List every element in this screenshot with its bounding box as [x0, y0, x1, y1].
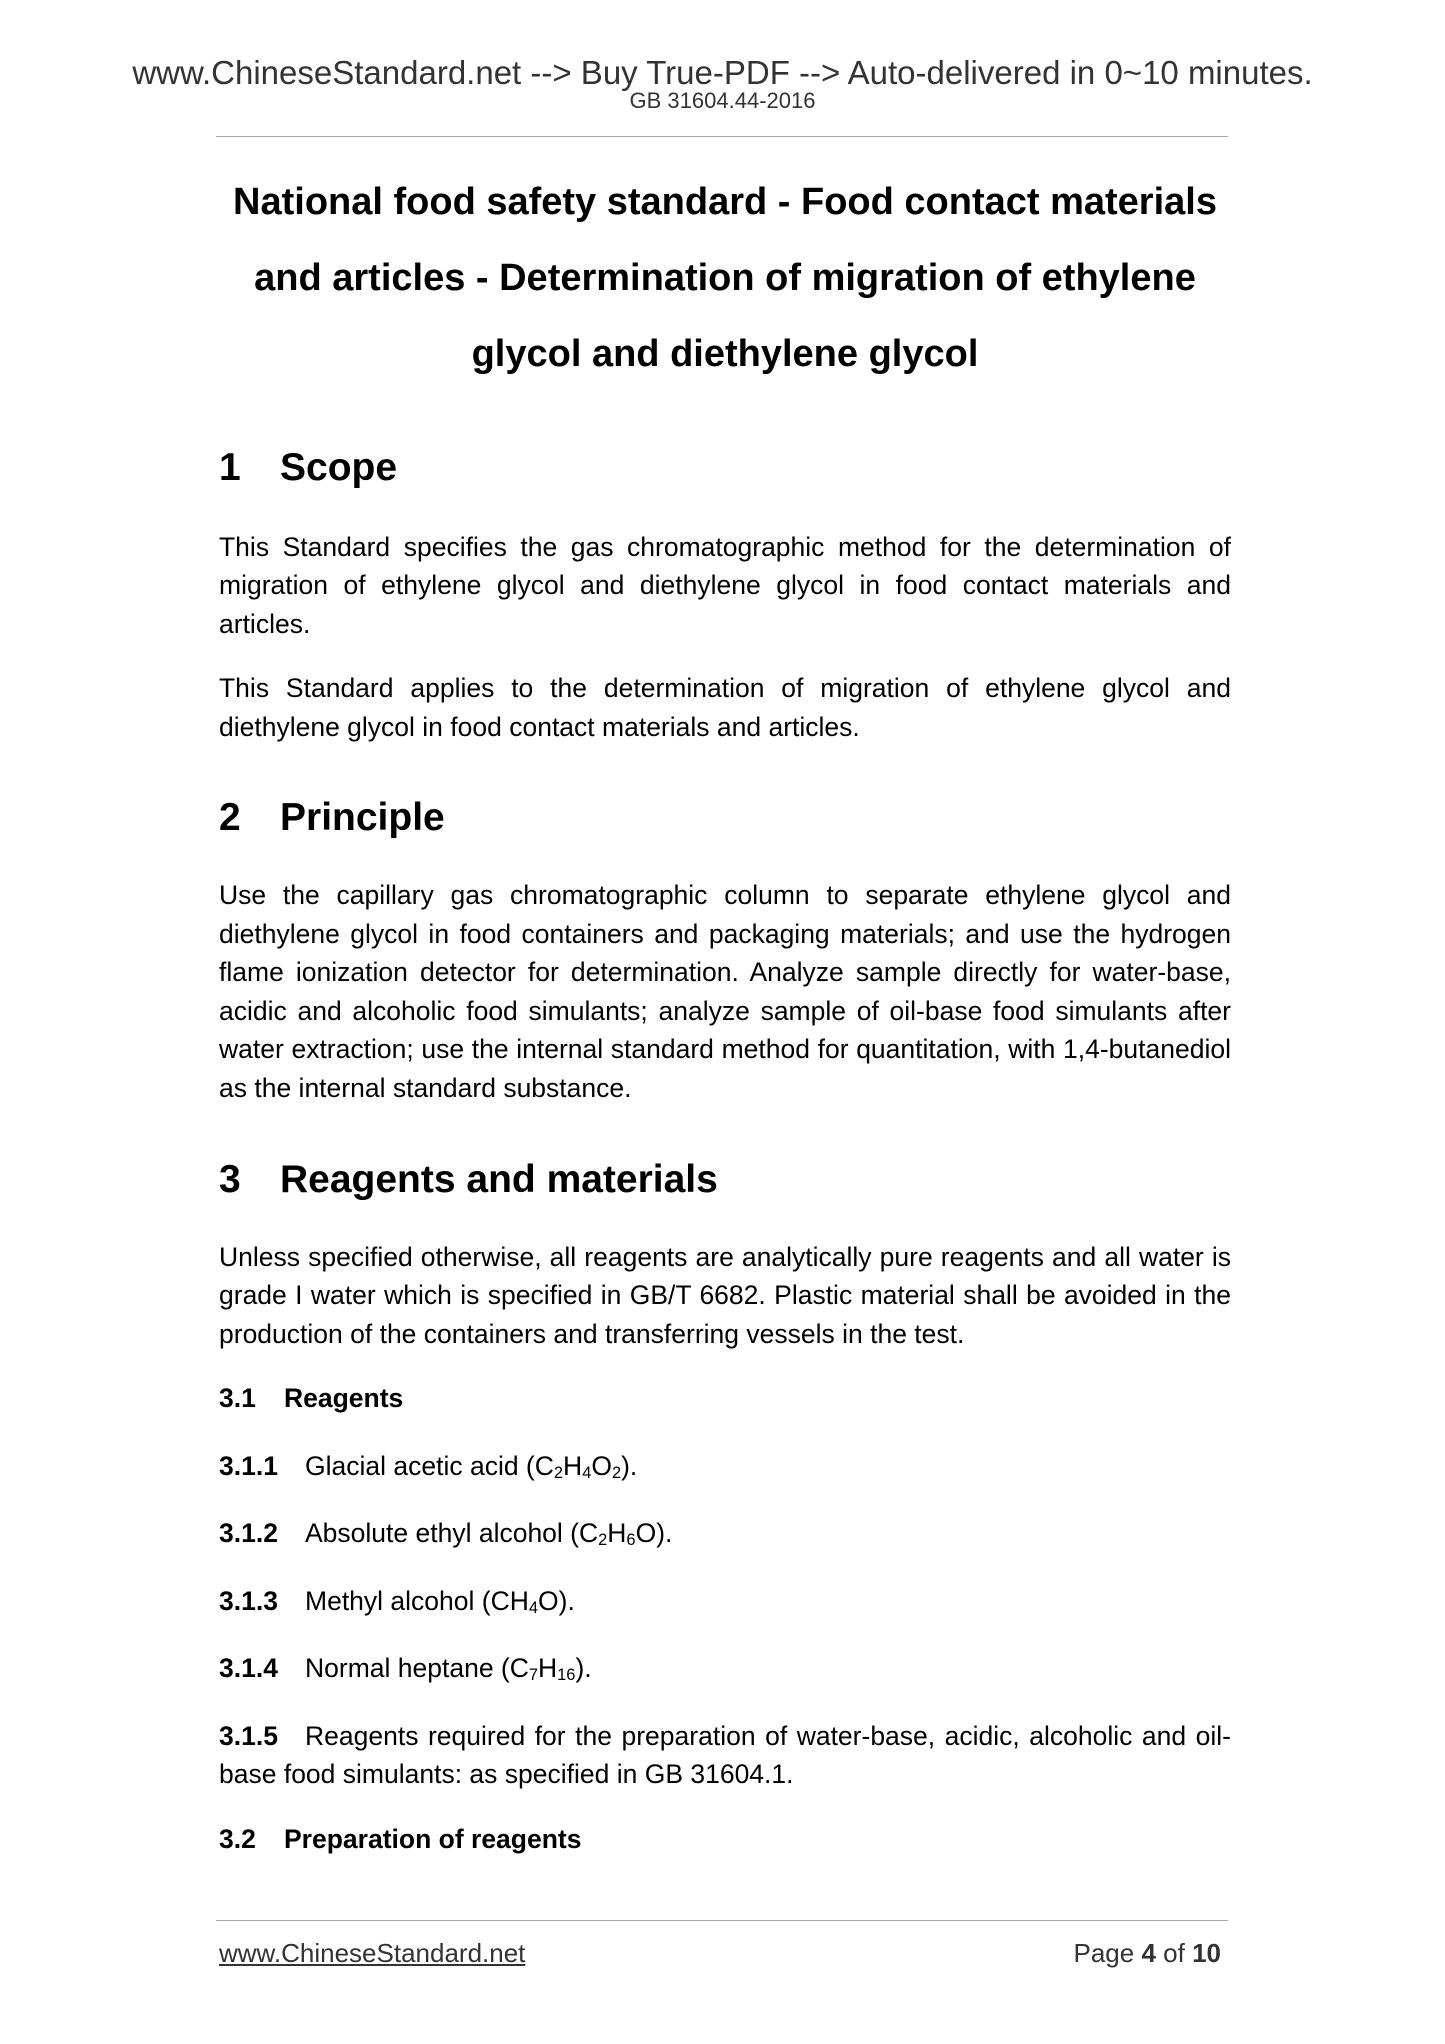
formula-part: O: [538, 1585, 559, 1616]
section-number: 2: [219, 796, 241, 840]
footer-website-link[interactable]: www.ChineseStandard.net: [219, 1938, 526, 1968]
reagents-paragraph: Unless specified otherwise, all reagents are analytically pure reagents and all water is grade I water which is specified in GB/T 6682. Plastic material shall be avoided in the production of the containers and transferring vessels in the test.: [219, 1241, 1231, 1349]
item-end: ).: [575, 1653, 592, 1684]
subsection-number: 3.2: [219, 1823, 256, 1854]
section-title: Scope: [280, 446, 398, 489]
formula-part: C: [509, 1653, 529, 1684]
item-3-1-2: [219, 1514, 1231, 1553]
formula-subscript: 4: [528, 1598, 538, 1617]
subsection-number: 3.1: [219, 1383, 256, 1414]
principle-paragraph: Use the capillary gas chromatographic column to separate ethylene glycol and diethylene glycol in food containers and packaging materials; and use the hydrogen flame ionization detector for determination. Analyze sample directly for water-base, acidic and alcoholic food simulants; analyze sample of oil-base food simulants after water extraction; use the internal standard method for quantitation, with 1,4-butanediol as the internal standard substance.: [219, 880, 1231, 1103]
formula-part: H: [563, 1450, 583, 1481]
item-number: 3.1.5: [219, 1720, 278, 1751]
section-number: 3: [219, 1158, 241, 1202]
formula-part: O: [591, 1450, 612, 1481]
formula-part: C: [579, 1518, 599, 1549]
formula-subscript: 16: [557, 1666, 576, 1685]
subsection-3-1-heading: [219, 1379, 1231, 1418]
document-id: GB 31604.44-2016: [629, 88, 816, 113]
section-principle-heading: [219, 795, 1231, 842]
item-3-1-3: [219, 1582, 1231, 1621]
formula-subscript: 6: [626, 1531, 636, 1550]
item-number: 3.1.4: [219, 1653, 278, 1684]
item-end: ).: [621, 1450, 638, 1481]
item-3-1-4: [219, 1649, 1231, 1688]
section-number: 1: [219, 446, 241, 489]
formula-subscript: 2: [611, 1463, 622, 1482]
formula-part: H: [607, 1518, 627, 1549]
item-number: 3.1.1: [219, 1450, 278, 1481]
subsection-title: Reagents: [284, 1383, 404, 1414]
header-divider: [216, 136, 1228, 137]
title-line-3: glycol and diethylene glycol: [471, 333, 979, 375]
subsection-title: Preparation of reagents: [284, 1823, 582, 1854]
page-current: 4: [1141, 1938, 1156, 1968]
formula-subscript: 2: [598, 1531, 608, 1550]
scope-paragraph-2: This Standard applies to the determination of migration of ethylene glycol and diethylene glycol in food contact materials and articles.: [219, 673, 1231, 742]
formula-subscript: 4: [582, 1463, 592, 1482]
formula-subscript: 2: [553, 1463, 564, 1482]
document-title: [219, 164, 1231, 392]
item-3-1-1: [219, 1447, 1231, 1486]
formula-part: O: [635, 1518, 657, 1549]
page-number: [1073, 1938, 1221, 1969]
section-title: Principle: [280, 796, 445, 840]
page-total: 10: [1192, 1938, 1221, 1968]
formula-part: CH: [490, 1585, 529, 1616]
item-text: Absolute ethyl alcohol (: [305, 1518, 579, 1549]
footer-divider: [216, 1920, 1228, 1921]
subsection-3-2-heading: [219, 1820, 1231, 1859]
formula-subscript: 7: [528, 1666, 539, 1685]
page-content: [219, 170, 1231, 1858]
page-of-label: of: [1163, 1938, 1185, 1968]
item-text: Normal heptane (: [305, 1653, 510, 1684]
section-title: Reagents and materials: [280, 1158, 718, 1202]
section-reagents-heading: [219, 1157, 1231, 1204]
formula-part: H: [538, 1653, 558, 1684]
scope-paragraph-1: This Standard specifies the gas chromatographic method for the determination of migration of ethylene glycol and diethylene glycol in food contact materials and articles.: [219, 531, 1231, 639]
title-line-2: and articles - Determination of migration of ethylene: [254, 257, 1196, 299]
item-text: Methyl alcohol (: [305, 1585, 491, 1616]
item-3-1-5: [219, 1717, 1231, 1794]
item-number: 3.1.3: [219, 1585, 278, 1616]
title-line-1: National food safety standard - Food contact materials: [233, 181, 1217, 223]
item-number: 3.1.2: [219, 1518, 278, 1549]
page-label: Page: [1073, 1938, 1135, 1968]
formula-part: C: [534, 1450, 554, 1481]
item-end: ).: [558, 1585, 575, 1616]
item-end: ).: [656, 1518, 673, 1549]
top-banner: www.ChineseStandard.net --> Buy True-PDF --> Auto-delivered in 0~10 minutes.: [132, 54, 1313, 91]
item-text: Glacial acetic acid (: [305, 1450, 535, 1481]
item-text: Reagents required for the preparation of water-base, acidic, alcoholic and oil-base food simulants: as specified in GB 31604.1.: [219, 1720, 1231, 1790]
section-scope-heading: [219, 445, 1231, 492]
